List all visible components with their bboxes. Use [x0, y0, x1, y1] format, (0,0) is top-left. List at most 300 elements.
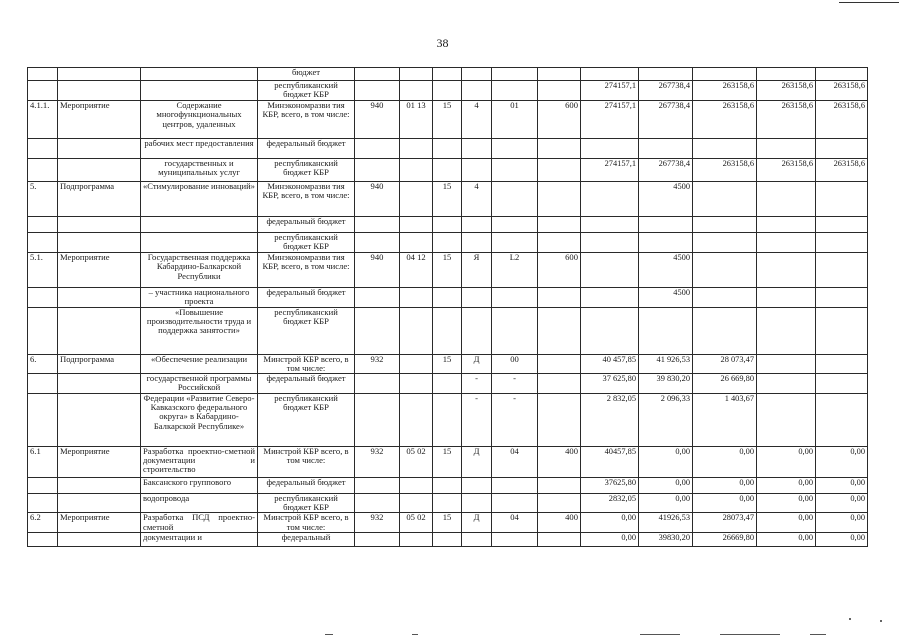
- cell-rz-pr: [400, 288, 433, 308]
- cell-number: [28, 374, 58, 394]
- cell-number: [28, 493, 58, 513]
- cell-cs1: 15: [433, 446, 462, 477]
- cell-rz-pr: [400, 493, 433, 513]
- cell-y4: 263158,6: [757, 81, 816, 101]
- table-row: [28, 477, 868, 493]
- cell-cs3: 04: [492, 513, 538, 533]
- cell-cs3: [492, 233, 538, 253]
- cell-cs2: [462, 81, 492, 101]
- cell-y4: 0,00: [757, 477, 816, 493]
- cell-cs3: [492, 493, 538, 513]
- cell-vr: [538, 374, 581, 394]
- cell-y4: 0,00: [757, 446, 816, 477]
- cell-y2: 0,00: [639, 477, 693, 493]
- cell-grbs: 932: [355, 446, 400, 477]
- cell-y2: 267738,4: [639, 101, 693, 139]
- cell-vr: [538, 307, 581, 354]
- cell-name: «Стимулирование инноваций»: [141, 182, 258, 217]
- cell-number: 6.: [28, 354, 58, 374]
- cell-grbs: 932: [355, 354, 400, 374]
- cell-executor: федеральный бюджет: [258, 477, 355, 493]
- cell-y1: 40457,85: [581, 446, 639, 477]
- cell-cs1: [433, 493, 462, 513]
- table-row: [28, 233, 868, 253]
- cell-type: [58, 374, 141, 394]
- table-row: [28, 307, 868, 354]
- cell-y1: [581, 217, 639, 233]
- cell-y4: [757, 253, 816, 288]
- cell-y1: 274157,1: [581, 101, 639, 139]
- scan-artifacts: [0, 622, 905, 640]
- cell-y1: 40 457,85: [581, 354, 639, 374]
- table-row: [28, 393, 868, 446]
- cell-y4: [757, 182, 816, 217]
- cell-rz-pr: 04 12: [400, 253, 433, 288]
- table-row: [28, 159, 868, 182]
- cell-rz-pr: [400, 182, 433, 217]
- cell-number: 6.1: [28, 446, 58, 477]
- cell-vr: [538, 354, 581, 374]
- cell-y1: 274157,1: [581, 81, 639, 101]
- cell-vr: [538, 159, 581, 182]
- cell-y5: [816, 374, 868, 394]
- cell-y4: [757, 288, 816, 308]
- cell-y3: [693, 307, 757, 354]
- cell-cs1: 15: [433, 101, 462, 139]
- cell-cs3: [492, 477, 538, 493]
- cell-y5: [816, 182, 868, 217]
- cell-cs1: [433, 477, 462, 493]
- cell-name: водопровода: [141, 493, 258, 513]
- cell-rz-pr: [400, 217, 433, 233]
- cell-y3: 1 403,67: [693, 393, 757, 446]
- cell-cs3: [492, 532, 538, 546]
- cell-name: государственной программы Российской: [141, 374, 258, 394]
- cell-grbs: 940: [355, 101, 400, 139]
- cell-executor: республиканский бюджет КБР: [258, 159, 355, 182]
- cell-cs1: 15: [433, 513, 462, 533]
- cell-executor: федеральный бюджет: [258, 139, 355, 159]
- cell-type: [58, 288, 141, 308]
- cell-type: [58, 139, 141, 159]
- cell-cs2: [462, 307, 492, 354]
- cell-cs3: L2: [492, 253, 538, 288]
- cell-y4: [757, 307, 816, 354]
- cell-y1: [581, 182, 639, 217]
- cell-rz-pr: [400, 477, 433, 493]
- cell-y5: [816, 307, 868, 354]
- cell-number: 5.: [28, 182, 58, 217]
- scan-mark: [810, 634, 826, 635]
- cell-executor: федеральный бюджет: [258, 374, 355, 394]
- cell-name: Государственная поддержка Кабардино-Балкарской Республики: [141, 253, 258, 288]
- cell-name: [141, 217, 258, 233]
- cell-cs3: [492, 159, 538, 182]
- cell-executor: Минэкономразви тия КБР, всего, в том числе:: [258, 253, 355, 288]
- cell-grbs: [355, 81, 400, 101]
- cell-cs2: Д: [462, 446, 492, 477]
- cell-cs3: [492, 81, 538, 101]
- cell-y5: [816, 354, 868, 374]
- cell-grbs: [355, 477, 400, 493]
- cell-executor: федеральный: [258, 532, 355, 546]
- cell-y4: [757, 68, 816, 81]
- cell-cs2: [462, 493, 492, 513]
- cell-executor: Минэкономразви тия КБР, всего, в том числе:: [258, 182, 355, 217]
- cell-type: [58, 81, 141, 101]
- cell-cs2: [462, 139, 492, 159]
- cell-rz-pr: [400, 354, 433, 374]
- cell-cs2: 4: [462, 182, 492, 217]
- cell-executor: республиканский бюджет КБР: [258, 233, 355, 253]
- cell-y4: 0,00: [757, 493, 816, 513]
- cell-cs1: 15: [433, 253, 462, 288]
- cell-y4: [757, 374, 816, 394]
- cell-y5: 0,00: [816, 446, 868, 477]
- scan-mark: [325, 634, 333, 635]
- cell-grbs: [355, 307, 400, 354]
- cell-vr: [538, 393, 581, 446]
- cell-vr: 600: [538, 253, 581, 288]
- cell-cs3: [492, 139, 538, 159]
- cell-y4: 0,00: [757, 513, 816, 533]
- cell-vr: 400: [538, 446, 581, 477]
- cell-vr: [538, 493, 581, 513]
- cell-grbs: 940: [355, 182, 400, 217]
- cell-number: [28, 307, 58, 354]
- cell-y2: 0,00: [639, 446, 693, 477]
- table-row: [28, 354, 868, 374]
- cell-number: 4.1.1.: [28, 101, 58, 139]
- cell-rz-pr: 05 02: [400, 446, 433, 477]
- cell-y3: 0,00: [693, 446, 757, 477]
- cell-executor: республиканский бюджет КБР: [258, 493, 355, 513]
- cell-y3: 28 073,47: [693, 354, 757, 374]
- cell-y5: 263158,6: [816, 81, 868, 101]
- cell-number: 5.1.: [28, 253, 58, 288]
- cell-y4: [757, 393, 816, 446]
- table-row: [28, 101, 868, 139]
- cell-y3: 26669,80: [693, 532, 757, 546]
- cell-cs2: [462, 532, 492, 546]
- table-row: [28, 217, 868, 233]
- cell-grbs: [355, 393, 400, 446]
- cell-number: [28, 159, 58, 182]
- cell-y1: 0,00: [581, 532, 639, 546]
- cell-y5: 0,00: [816, 532, 868, 546]
- cell-cs2: [462, 477, 492, 493]
- cell-y5: 0,00: [816, 493, 868, 513]
- cell-cs2: [462, 217, 492, 233]
- cell-type: [58, 477, 141, 493]
- cell-y5: 263158,6: [816, 101, 868, 139]
- cell-grbs: [355, 159, 400, 182]
- cell-vr: [538, 477, 581, 493]
- cell-y1: [581, 307, 639, 354]
- cell-name: документации и: [141, 532, 258, 546]
- cell-y2: 4500: [639, 288, 693, 308]
- cell-name: [141, 81, 258, 101]
- cell-executor: Минстрой КБР всего, в том числе:: [258, 446, 355, 477]
- cell-cs2: Д: [462, 513, 492, 533]
- table-row: [28, 513, 868, 533]
- cell-number: 6.2: [28, 513, 58, 533]
- cell-cs2: 4: [462, 101, 492, 139]
- cell-name: Разработка проектно-сметной документации и строительство: [141, 446, 258, 477]
- cell-number: [28, 217, 58, 233]
- table-body: [28, 68, 868, 547]
- cell-cs2: Д: [462, 354, 492, 374]
- cell-rz-pr: [400, 307, 433, 354]
- cell-number: [28, 532, 58, 546]
- cell-grbs: [355, 68, 400, 81]
- cell-cs2: -: [462, 393, 492, 446]
- cell-type: [58, 217, 141, 233]
- cell-cs1: 15: [433, 354, 462, 374]
- cell-number: [28, 139, 58, 159]
- cell-rz-pr: 01 13: [400, 101, 433, 139]
- cell-executor: федеральный бюджет: [258, 288, 355, 308]
- cell-vr: [538, 68, 581, 81]
- cell-y3: 28073,47: [693, 513, 757, 533]
- cell-type: Подпрограмма: [58, 354, 141, 374]
- table-row: [28, 288, 868, 308]
- cell-type: Мероприятие: [58, 446, 141, 477]
- cell-rz-pr: [400, 532, 433, 546]
- cell-y2: 4500: [639, 182, 693, 217]
- cell-y3: 263158,6: [693, 101, 757, 139]
- cell-y2: 41 926,53: [639, 354, 693, 374]
- cell-grbs: [355, 233, 400, 253]
- cell-y1: 0,00: [581, 513, 639, 533]
- cell-grbs: [355, 374, 400, 394]
- cell-cs1: [433, 374, 462, 394]
- cell-y1: 2 832,05: [581, 393, 639, 446]
- cell-rz-pr: [400, 139, 433, 159]
- cell-name: Разработка ПСД проектно-сметной: [141, 513, 258, 533]
- cell-executor: республиканский бюджет КБР: [258, 393, 355, 446]
- cell-y2: [639, 217, 693, 233]
- cell-cs2: [462, 68, 492, 81]
- cell-type: [58, 68, 141, 81]
- page-number: 38: [436, 36, 449, 50]
- cell-vr: [538, 233, 581, 253]
- cell-cs1: [433, 307, 462, 354]
- cell-y3: [693, 217, 757, 233]
- table-row: [28, 182, 868, 217]
- cell-cs1: [433, 288, 462, 308]
- cell-type: [58, 159, 141, 182]
- cell-y1: 2832,05: [581, 493, 639, 513]
- cell-y1: [581, 68, 639, 81]
- cell-name: «Повышение производительности труда и поддержка занятости»: [141, 307, 258, 354]
- cell-y2: [639, 139, 693, 159]
- cell-y1: [581, 139, 639, 159]
- cell-y2: 267738,4: [639, 81, 693, 101]
- cell-rz-pr: [400, 374, 433, 394]
- cell-cs3: 04: [492, 446, 538, 477]
- cell-cs1: [433, 393, 462, 446]
- table-row: [28, 532, 868, 546]
- cell-vr: [538, 139, 581, 159]
- cell-y1: [581, 233, 639, 253]
- cell-cs2: [462, 288, 492, 308]
- cell-executor: Минэкономразви тия КБР, всего, в том числе:: [258, 101, 355, 139]
- cell-y3: [693, 139, 757, 159]
- cell-number: [28, 288, 58, 308]
- cell-name: – участника национального проекта: [141, 288, 258, 308]
- cell-name: [141, 68, 258, 81]
- cell-grbs: [355, 217, 400, 233]
- cell-y5: [816, 68, 868, 81]
- cell-cs1: [433, 81, 462, 101]
- cell-y2: 267738,4: [639, 159, 693, 182]
- cell-y4: [757, 354, 816, 374]
- cell-name: Содержание многофункциональных центров, удаленных: [141, 101, 258, 139]
- cell-y4: 263158,6: [757, 159, 816, 182]
- cell-vr: [538, 288, 581, 308]
- cell-name: рабочих мест предоставления: [141, 139, 258, 159]
- cell-grbs: [355, 139, 400, 159]
- cell-rz-pr: [400, 68, 433, 81]
- cell-type: Мероприятие: [58, 101, 141, 139]
- cell-name: [141, 233, 258, 253]
- table-row: [28, 493, 868, 513]
- budget-table: [27, 67, 868, 547]
- cell-cs1: 15: [433, 182, 462, 217]
- cell-y4: [757, 139, 816, 159]
- cell-y2: 0,00: [639, 493, 693, 513]
- cell-type: [58, 393, 141, 446]
- cell-y2: 39830,20: [639, 532, 693, 546]
- cell-cs3: 00: [492, 354, 538, 374]
- cell-cs3: [492, 182, 538, 217]
- cell-cs1: [433, 159, 462, 182]
- cell-grbs: 932: [355, 513, 400, 533]
- cell-grbs: [355, 493, 400, 513]
- table-row: [28, 81, 868, 101]
- cell-number: [28, 477, 58, 493]
- cell-executor: Минстрой КБР всего, в том числе:: [258, 513, 355, 533]
- cell-y3: [693, 233, 757, 253]
- cell-y5: 263158,6: [816, 159, 868, 182]
- cell-cs1: [433, 68, 462, 81]
- cell-vr: 400: [538, 513, 581, 533]
- cell-type: Мероприятие: [58, 513, 141, 533]
- cell-grbs: 940: [355, 253, 400, 288]
- cell-rz-pr: [400, 393, 433, 446]
- cell-cs2: [462, 159, 492, 182]
- cell-name: «Обеспечение реализации: [141, 354, 258, 374]
- cell-name: государственных и муниципальных услуг: [141, 159, 258, 182]
- cell-cs3: [492, 217, 538, 233]
- cell-executor: республиканский бюджет КБР: [258, 81, 355, 101]
- cell-cs3: -: [492, 374, 538, 394]
- cell-y3: [693, 182, 757, 217]
- cell-y1: [581, 253, 639, 288]
- cell-rz-pr: [400, 81, 433, 101]
- cell-y1: [581, 288, 639, 308]
- cell-rz-pr: [400, 233, 433, 253]
- cell-y2: [639, 68, 693, 81]
- scan-dot: [849, 618, 851, 620]
- cell-grbs: [355, 288, 400, 308]
- cell-cs2: Я: [462, 253, 492, 288]
- cell-cs3: [492, 288, 538, 308]
- cell-y5: [816, 288, 868, 308]
- cell-number: [28, 68, 58, 81]
- cell-vr: [538, 81, 581, 101]
- scan-mark: [720, 634, 780, 635]
- corner-rule: [839, 2, 899, 3]
- table-row: [28, 68, 868, 81]
- scan-mark: [640, 634, 680, 635]
- cell-vr: [538, 217, 581, 233]
- cell-y4: [757, 217, 816, 233]
- cell-y5: 0,00: [816, 477, 868, 493]
- cell-y5: [816, 233, 868, 253]
- cell-y3: 263158,6: [693, 159, 757, 182]
- cell-cs1: [433, 532, 462, 546]
- cell-vr: [538, 532, 581, 546]
- cell-number: [28, 233, 58, 253]
- cell-type: [58, 532, 141, 546]
- cell-number: [28, 81, 58, 101]
- cell-y5: 0,00: [816, 513, 868, 533]
- cell-name: Федерации «Развитие Северо-Кавказского федерального округа» в Кабардино-Балкарской Республике»: [141, 393, 258, 446]
- cell-cs3: [492, 68, 538, 81]
- cell-type: [58, 307, 141, 354]
- cell-cs3: -: [492, 393, 538, 446]
- cell-executor: Минстрой КБР всего, в том числе:: [258, 354, 355, 374]
- cell-cs1: [433, 217, 462, 233]
- cell-y4: 0,00: [757, 532, 816, 546]
- cell-y4: 263158,6: [757, 101, 816, 139]
- cell-y2: 39 830,20: [639, 374, 693, 394]
- cell-y5: [816, 393, 868, 446]
- cell-type: Мероприятие: [58, 253, 141, 288]
- cell-y3: [693, 288, 757, 308]
- cell-y1: 37625,80: [581, 477, 639, 493]
- cell-executor: республиканский бюджет КБР: [258, 307, 355, 354]
- cell-rz-pr: 05 02: [400, 513, 433, 533]
- cell-cs2: -: [462, 374, 492, 394]
- cell-y2: [639, 233, 693, 253]
- cell-y3: [693, 253, 757, 288]
- cell-y5: [816, 139, 868, 159]
- cell-y2: 4500: [639, 253, 693, 288]
- table-row: [28, 253, 868, 288]
- cell-y1: 274157,1: [581, 159, 639, 182]
- cell-y5: [816, 253, 868, 288]
- cell-vr: 600: [538, 101, 581, 139]
- table-row: [28, 374, 868, 394]
- cell-cs3: 01: [492, 101, 538, 139]
- scan-dot: [880, 620, 882, 622]
- cell-y2: 2 096,33: [639, 393, 693, 446]
- cell-y3: 0,00: [693, 477, 757, 493]
- table-row: [28, 139, 868, 159]
- table-row: [28, 446, 868, 477]
- cell-type: Подпрограмма: [58, 182, 141, 217]
- cell-y4: [757, 233, 816, 253]
- cell-cs2: [462, 233, 492, 253]
- cell-y1: 37 625,80: [581, 374, 639, 394]
- cell-cs3: [492, 307, 538, 354]
- cell-executor: федеральный бюджет: [258, 217, 355, 233]
- cell-vr: [538, 182, 581, 217]
- cell-y3: 0,00: [693, 493, 757, 513]
